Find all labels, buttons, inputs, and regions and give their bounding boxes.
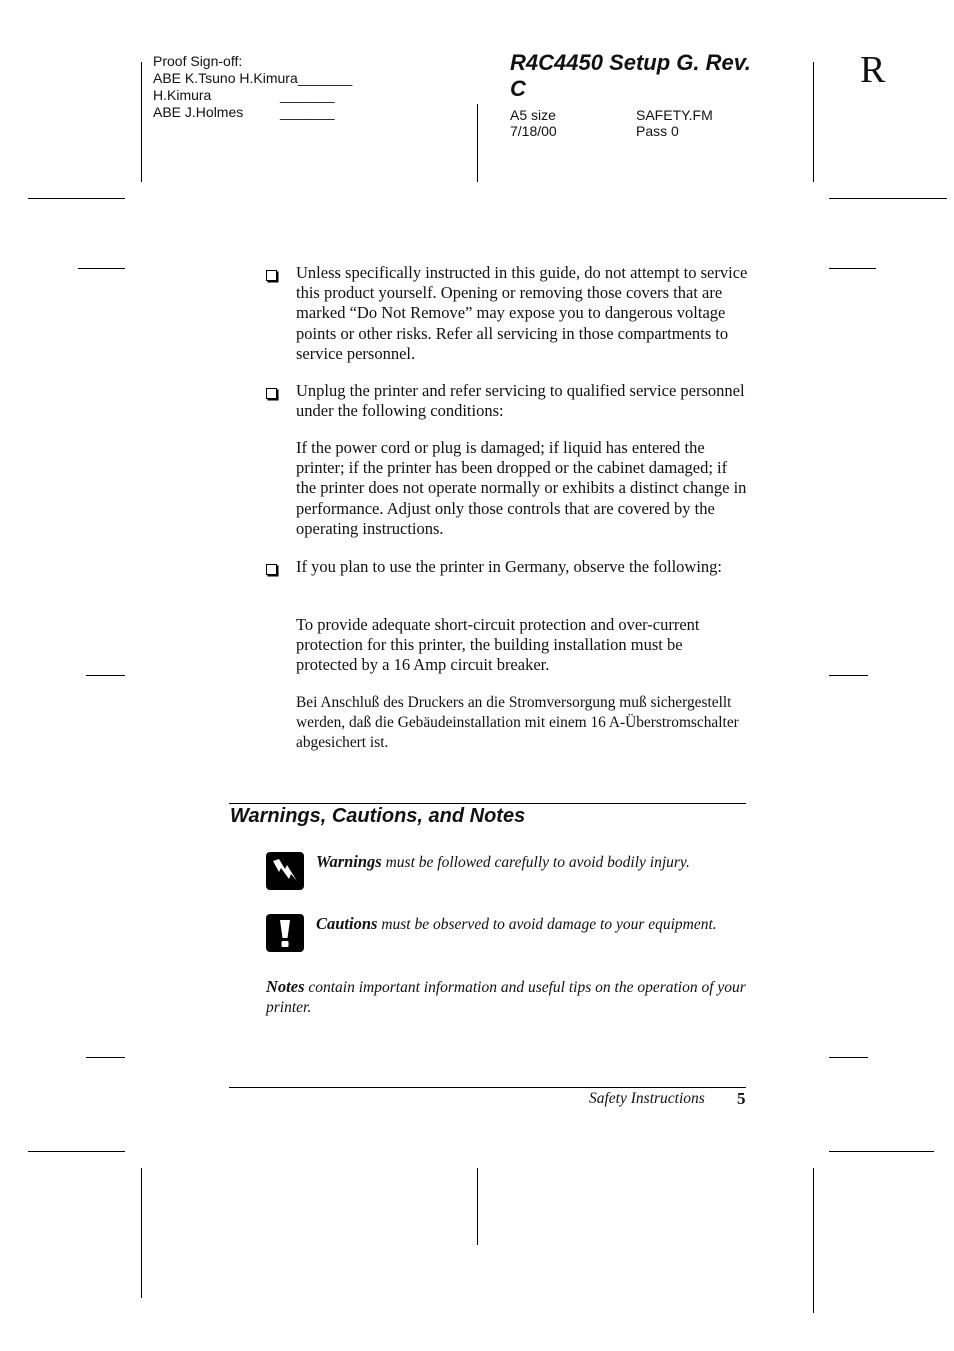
meta-pass: Pass 0	[636, 123, 679, 139]
meta-file: SAFETY.FM	[636, 107, 713, 123]
proof-line-text: ABE K.Tsuno H.Kimura	[153, 70, 298, 86]
crop-mark	[28, 1151, 125, 1152]
crop-mark	[477, 104, 478, 182]
crop-mark	[829, 268, 876, 269]
crop-mark	[829, 675, 868, 676]
crop-mark	[813, 1168, 814, 1313]
signature-blank: _______	[280, 104, 335, 120]
crop-mark	[829, 1151, 934, 1152]
proof-line-text: ABE J.Holmes	[153, 104, 244, 120]
warnings-description: must be followed carefully to avoid bodily injury.	[381, 854, 690, 871]
checkbox-bullet-icon	[266, 564, 277, 575]
crop-mark	[28, 198, 125, 199]
crop-mark	[477, 1168, 478, 1245]
crop-mark	[141, 62, 142, 182]
proof-line	[153, 87, 352, 104]
footer-section-name: Safety Instructions	[589, 1090, 705, 1107]
proof-line-text: Proof Sign-off:	[153, 53, 243, 69]
caution-exclamation-icon	[266, 914, 304, 952]
checkbox-bullet-icon	[266, 388, 277, 399]
meta-date: 7/18/00	[510, 123, 557, 139]
bullet-paragraph: If you plan to use the printer in Germany, observe the following:	[296, 557, 722, 576]
page-number: 5	[737, 1089, 746, 1108]
cautions-description: must be observed to avoid damage to your equipment.	[377, 916, 717, 933]
notes-term: Notes	[266, 977, 305, 996]
crop-mark	[86, 1057, 125, 1058]
corner-letter: R	[860, 49, 886, 91]
warning-lightning-icon	[266, 852, 304, 890]
warning-lightning-icon	[266, 852, 304, 890]
proof-line	[153, 53, 352, 70]
proof-line-text: H.Kimura	[153, 87, 212, 103]
signature-blank: _______	[280, 87, 335, 103]
cautions-text	[316, 914, 746, 935]
notes-description: contain important information and useful tips on the operation of your printer.	[266, 979, 746, 1016]
crop-mark	[829, 1057, 868, 1058]
section-title: Warnings, Cautions, and Notes	[230, 805, 526, 827]
notes-text	[266, 977, 746, 1018]
signature-blank: _______	[297, 70, 353, 86]
meta-size: A5 size	[510, 107, 556, 123]
cautions-term: Cautions	[316, 914, 378, 933]
bullet-paragraph-german: Bei Anschluß des Druckers an die Stromversorgung muß sichergestellt werden, daß die Gebäudeinstallation mit einem 16 A-Überstromschalter abgesichert ist.	[296, 694, 739, 752]
proof-line	[153, 104, 352, 121]
bullet-paragraph: Unplug the printer and refer servicing to qualified service personnel under the following conditions:	[296, 381, 745, 421]
footer-rule	[229, 1087, 746, 1088]
warnings-term: Warnings	[316, 852, 382, 871]
crop-mark	[813, 62, 814, 182]
bullet-paragraph: To provide adequate short-circuit protection and over-current protection for this printer, the building installation must be protected by a 16 Amp circuit breaker.	[296, 615, 700, 675]
caution-exclamation-icon	[266, 914, 304, 952]
document-revision-title: R4C4450 Setup G. Rev. C	[510, 50, 751, 101]
checkbox-bullet-icon	[266, 270, 277, 281]
bullet-paragraph: If the power cord or plug is damaged; if liquid has entered the printer; if the printer has been dropped or the cabinet damaged; if the printer does not operate normally or exhibits a distinct change in performance. Adjust only those controls that are covered by the operating instructions.	[296, 438, 747, 538]
crop-mark	[141, 1168, 142, 1298]
crop-mark	[78, 268, 125, 269]
proof-signoff	[153, 53, 352, 121]
proof-line	[153, 70, 352, 87]
warnings-text	[316, 852, 746, 873]
crop-mark	[86, 675, 125, 676]
crop-mark	[829, 198, 947, 199]
bullet-paragraph: Unless specifically instructed in this guide, do not attempt to service this product yourself. Opening or removing those covers that are marked “Do Not Remove” may expose you to dangerous voltage points or other risks. Refer all servicing in those compartments to service personnel.	[296, 263, 748, 363]
